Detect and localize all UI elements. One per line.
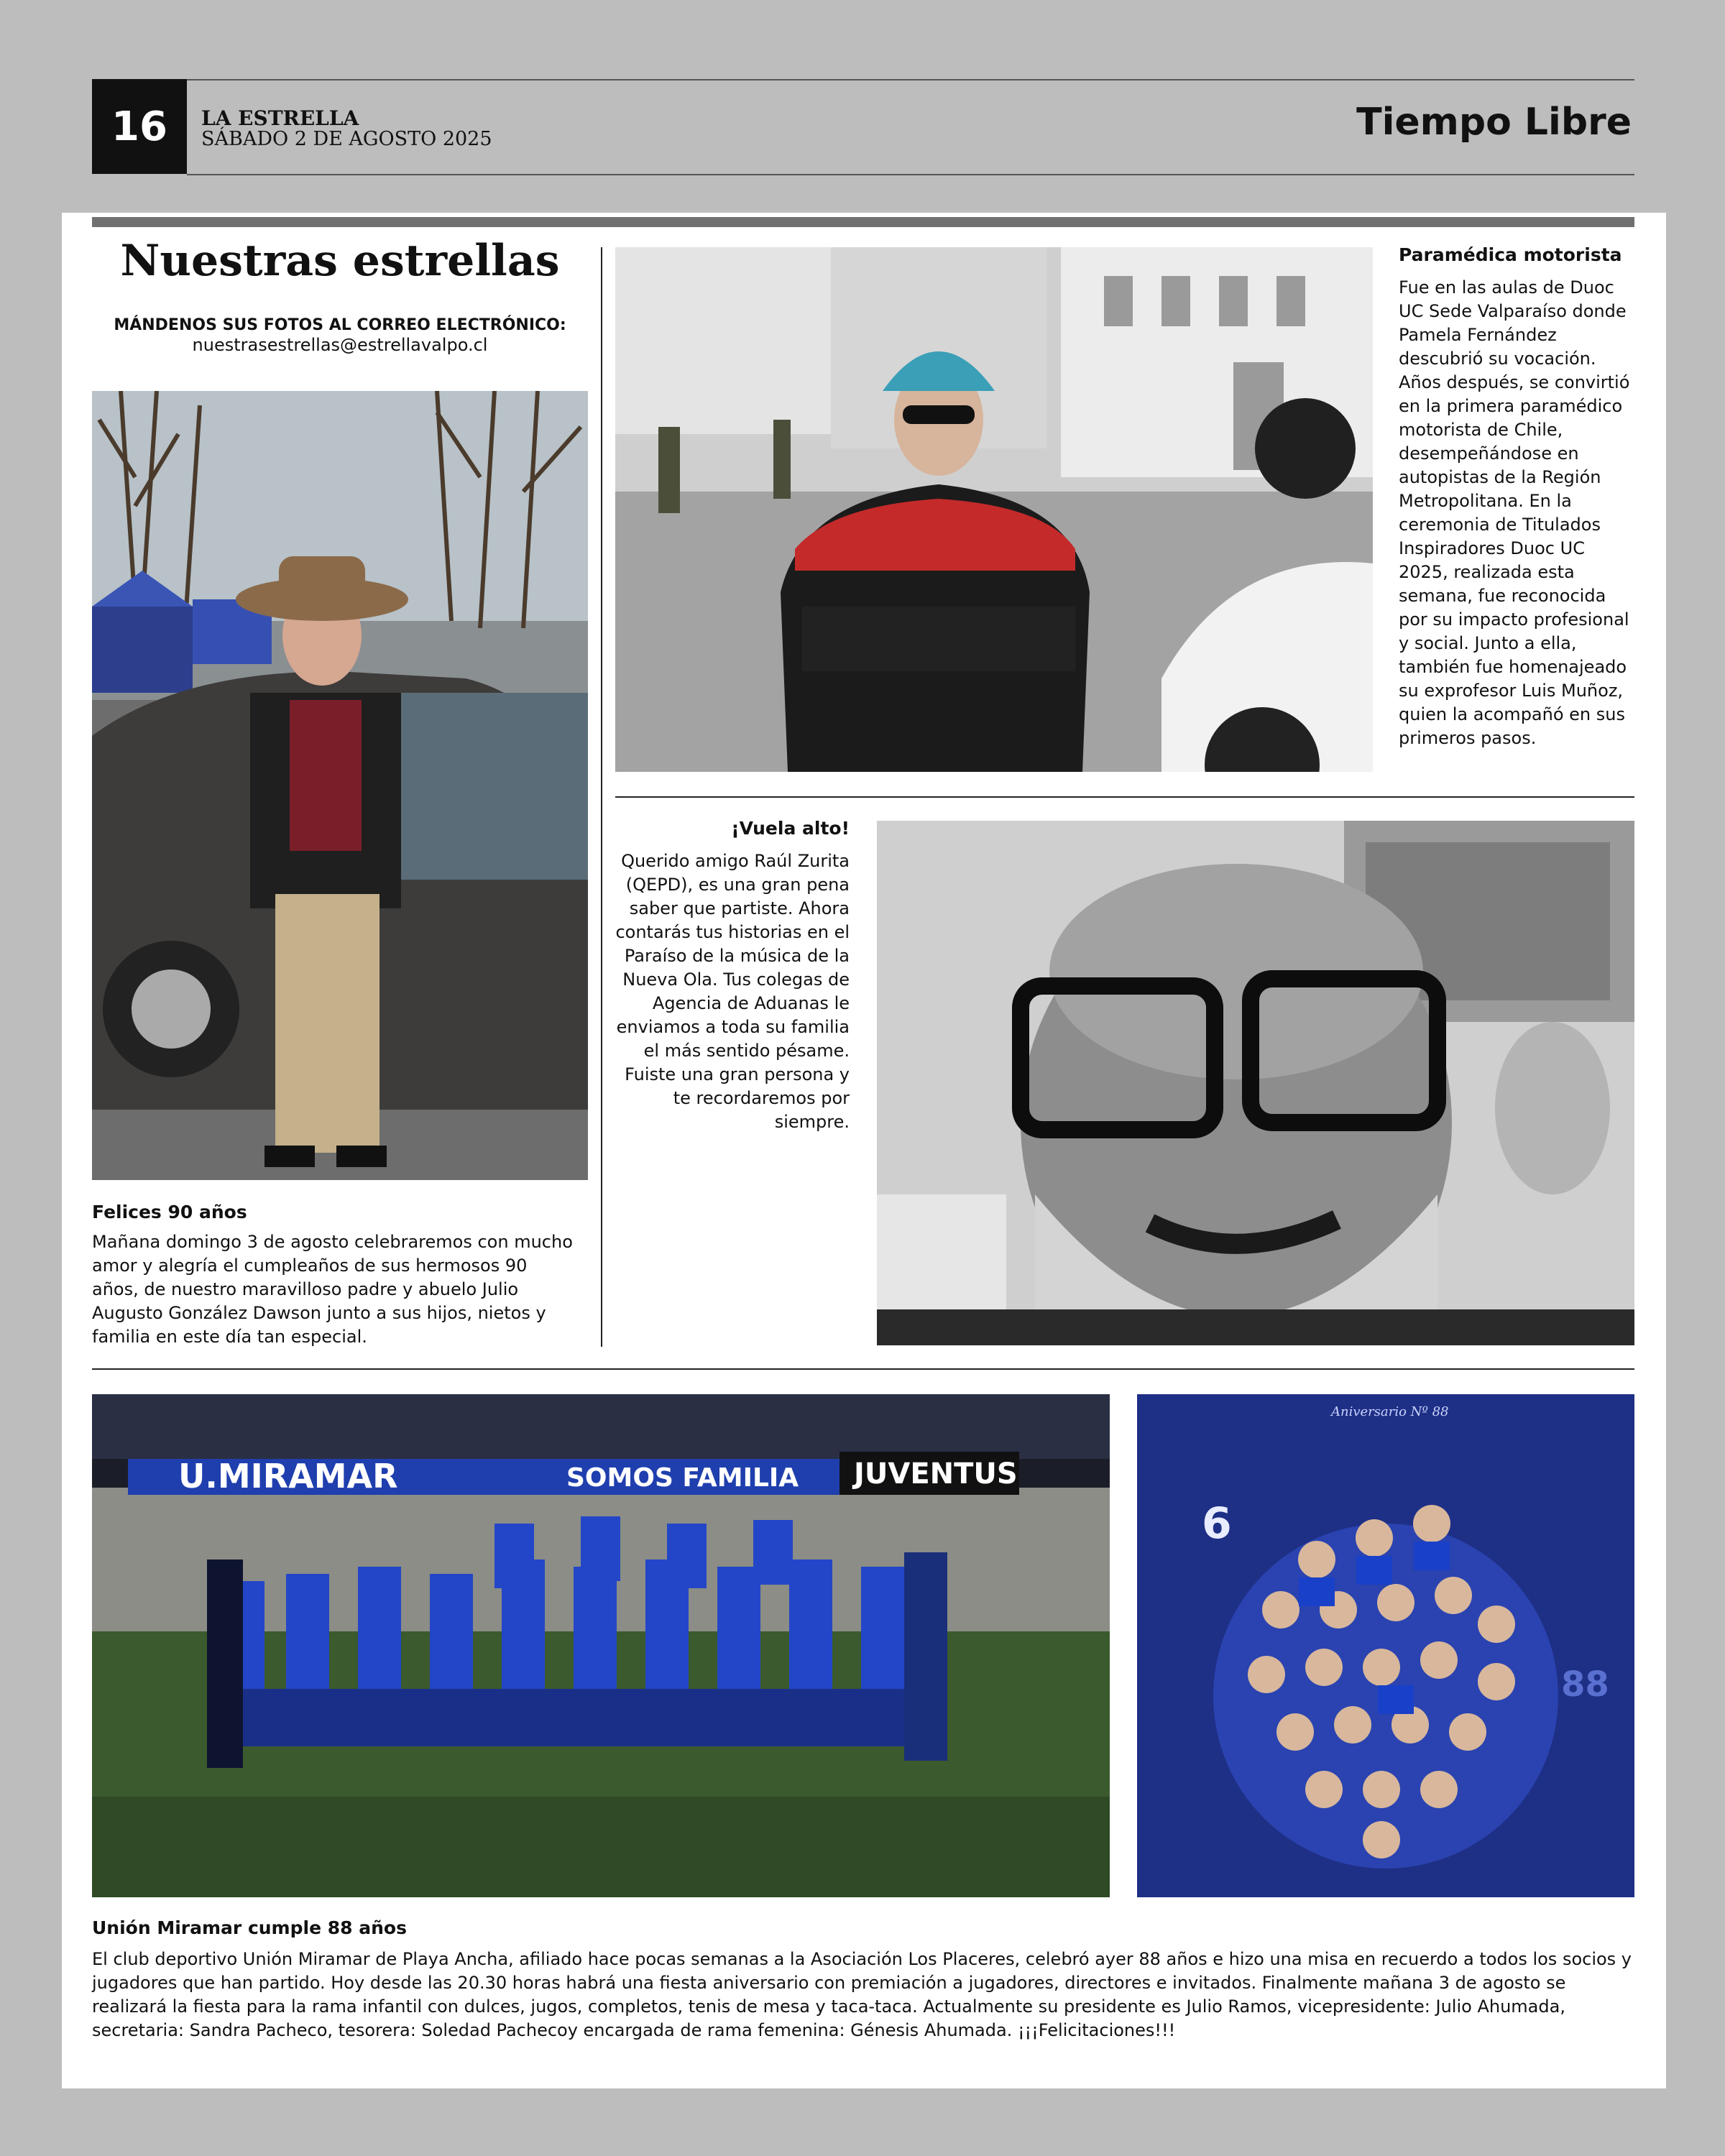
submit-line: MÁNDENOS SUS FOTOS AL CORREO ELECTRÓNICO: — [114, 316, 566, 334]
paramedic-headline: Paramédica motorista — [1399, 244, 1622, 265]
header-top-rule — [187, 79, 1634, 80]
issue-date: SÁBADO 2 DE AGOSTO 2025 — [201, 128, 492, 150]
tribute-body: Querido amigo Raúl Zurita (QEPD), es una gran pena saber que partiste. Ahora contarás tus historias en el Paraíso de la música de la Nueva Ola. Tus colegas de Agencia de Aduanas le enviamos a toda su familia el más sentido pésame. Fuiste una gran persona y te recordaremos por siempre. — [615, 851, 850, 1132]
column-title: Nuestras estrellas — [120, 236, 560, 286]
photo-birthday-man — [92, 391, 588, 1180]
tribute-headline: ¡Vuela alto! — [731, 818, 850, 839]
photo-tribute — [877, 821, 1634, 1345]
page-number: 16 — [92, 79, 187, 174]
miramar-body: El club deportivo Unión Miramar de Playa Ancha, afiliado hace pocas semanas a la Asociación Los Placeres, celebró ayer 88 años e hizo una misa en recuerdo a todos los socios y jugadores que han partido. Hoy desde las 20.30 horas habrá una fiesta aniversario con premiación a jugadores, directores e invitados. Finalmente mañana 3 de agosto se realizará la fiesta para la rama infantil con dulces, jugos, completos, tenis de mesa y taca-taca. Actualmente su presidente es Julio Ramos, vicepresidente: Julio Ahumada, secretaria: Sandra Pacheco, tesorera: Soledad Pachecoy encargada de rama femenina: Génesis Ahumada. ¡¡¡Felicitaciones!!! — [92, 1949, 1632, 2040]
lower-rule — [92, 1368, 1634, 1370]
photo-miramar-poster — [1137, 1394, 1634, 1897]
paramedic-body: Fue en las aulas de Duoc UC Sede Valparaíso donde Pamela Fernández descubrió su vocación. Años después, se convirtió en la primera paramédico motorista de Chile, desempeñándose en autopistas de la Región Metropolitana. En la ceremonia de Titulados Inspiradores Duoc UC 2025, realizada esta semana, fue reconocida por su impacto profesional y social. Junto a ella, también fue homenajeado su exprofesor Luis Muñoz, quien la acompañó en sus primeros pasos. — [1399, 277, 1630, 748]
photo-miramar-team — [92, 1394, 1110, 1897]
birthday-body: Mañana domingo 3 de agosto celebraremos con mucho amor y alegría el cumpleaños de sus hermosos 90 años, de nuestro maravilloso padre y abuelo Julio Augusto González Dawson junto a sus hijos, nietos y familia en este día tan especial. — [92, 1232, 573, 1347]
birthday-headline: Felices 90 años — [92, 1202, 247, 1222]
team-banner-slogan: SOMOS FAMILIA — [566, 1463, 799, 1493]
column-divider — [601, 247, 602, 1347]
submit-email: nuestrasestrellas@estrellavalpo.cl — [192, 335, 488, 355]
poster-jersey-number: 6 — [1202, 1498, 1232, 1549]
juventus-banner-text: JUVENTUS — [854, 1457, 1018, 1491]
team-banner-text: U.MIRAMAR — [178, 1457, 398, 1496]
poster-number: 88 — [1561, 1664, 1609, 1705]
section-title: Tiempo Libre — [1356, 101, 1632, 144]
newspaper-name: LA ESTRELLA — [201, 106, 359, 130]
poster-caption: Aniversario Nº 88 — [1331, 1404, 1449, 1419]
header-bottom-rule — [187, 174, 1634, 175]
photo-paramedic — [615, 247, 1373, 772]
middle-rule — [615, 796, 1634, 798]
miramar-headline: Unión Miramar cumple 88 años — [92, 1917, 407, 1938]
top-bar — [92, 217, 1634, 227]
